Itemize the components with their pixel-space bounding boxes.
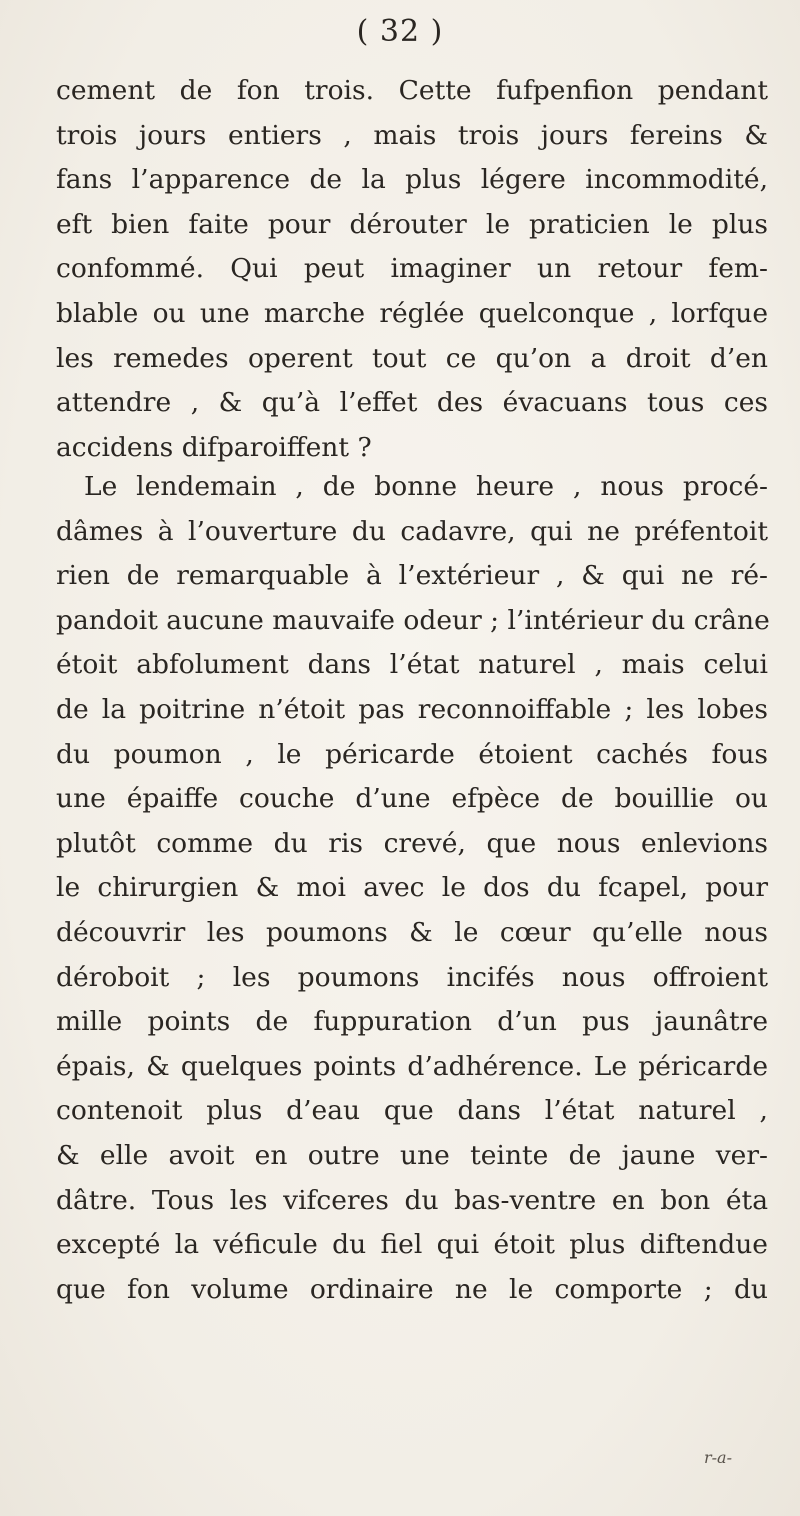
text-line: rien de remarquable à l’extérieur , & qui ne ré- — [56, 560, 768, 592]
text-line: trois jours entiers , mais trois jours fereins & — [56, 119, 768, 151]
text-line: blable ou une marche réglée quelconque , lorfque — [56, 297, 768, 329]
text-line: plutôt comme du ris crevé, que nous enlevions — [56, 827, 768, 859]
text-line: attendre , & qu’à l’effet des évacuans tous ces — [56, 387, 768, 419]
text-line: du poumon , le péricarde étoient cachés fous — [56, 738, 768, 770]
text-line: les remedes operent tout ce qu’on a droit d’en — [56, 342, 768, 374]
text-line: une épaiffe couche d’une efpèce de bouillie ou — [56, 783, 768, 815]
page-number: ( 32 ) — [356, 14, 444, 49]
text-line: cement de fon trois. Cette fufpenfion pendant — [56, 75, 768, 106]
text-line: le chirurgien & moi avec le dos du fcapel, pour — [56, 872, 768, 904]
text-line: épais, & quelques points d’adhérence. Le péricarde — [56, 1050, 768, 1082]
paragraph-1 — [56, 69, 768, 470]
text-line: fans l’apparence de la plus légere incommodité, — [56, 164, 768, 196]
paragraph-2 — [56, 465, 768, 1312]
text-line: que fon volume ordinaire ne le comporte ; du — [56, 1273, 768, 1305]
text-line: confommé. Qui peut imaginer un retour fem- — [56, 253, 768, 285]
text-line: mille points de fuppuration d’un pus jaunâtre — [56, 1006, 768, 1038]
text-line: dâmes à l’ouverture du cadavre, qui ne préfentoit — [56, 515, 768, 547]
text-line: pandoit aucune mauvaife odeur ; l’intérieur du crâne — [56, 604, 770, 636]
text-line: découvrir les poumons & le cœur qu’elle nous — [56, 916, 768, 948]
text-line: & elle avoit en outre une teinte de jaune ver- — [56, 1139, 768, 1171]
text-line: contenoit plus d’eau que dans l’état naturel , — [56, 1095, 768, 1127]
text-line: déroboit ; les poumons incifés nous offroient — [56, 961, 768, 993]
text-line: Le lendemain , de bonne heure , nous procé- — [84, 471, 768, 502]
text-line: de la poitrine n’étoit pas reconnoiffable ; les lobes — [56, 693, 768, 725]
catchword: r-a- — [704, 1448, 732, 1467]
text-line: étoit abfolument dans l’état naturel , mais celui — [56, 649, 768, 681]
text-line: eft bien faite pour dérouter le praticien le plus — [56, 208, 768, 240]
text-line: accidens difparoiffent ? — [56, 431, 372, 463]
text-line: dâtre. Tous les vifceres du bas-ventre en bon éta — [56, 1184, 768, 1216]
text-line: excepté la véficule du fiel qui étoit plus diftendue — [56, 1229, 768, 1261]
